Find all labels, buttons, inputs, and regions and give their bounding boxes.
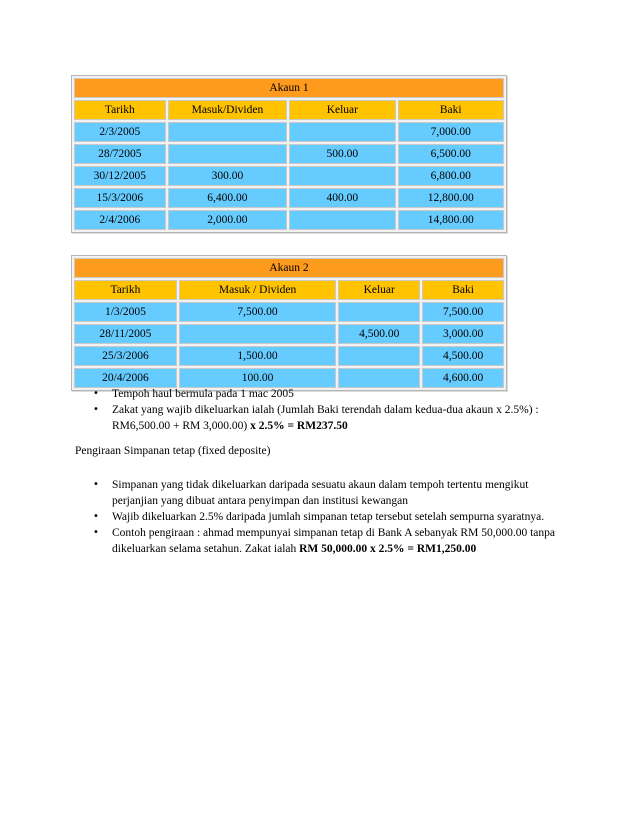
- table-cell: 4,500.00: [422, 346, 504, 366]
- table-cell: [168, 144, 288, 164]
- zakat-bullet-list: [75, 386, 555, 434]
- table-cell: 6,400.00: [168, 188, 288, 208]
- akaun-1-table: [71, 75, 507, 233]
- table-cell: 15/3/2006: [74, 188, 166, 208]
- table-cell: [179, 324, 337, 344]
- table-row: [74, 346, 504, 366]
- table-cell: [338, 302, 420, 322]
- table-cell: 400.00: [289, 188, 395, 208]
- table-cell: 1,500.00: [179, 346, 337, 366]
- table-row: [74, 324, 504, 344]
- table-cell: [289, 210, 395, 230]
- table-row: [74, 188, 504, 208]
- table-cell: 300.00: [168, 166, 288, 186]
- column-header: Masuk/Dividen: [168, 100, 288, 120]
- table-cell: 4,600.00: [422, 368, 504, 388]
- table-cell: 2,000.00: [168, 210, 288, 230]
- column-header: Baki: [422, 280, 504, 300]
- table-cell: [168, 122, 288, 142]
- table-cell: 500.00: [289, 144, 395, 164]
- list-item: • Zakat yang wajib dikeluarkan ialah (Jumlah Baki terendah dalam kedua-dua akaun x 2.5%) : RM6,500.00 + RM 3,000.00) x 2.5% = RM237.50: [75, 402, 555, 434]
- table-row: [74, 122, 504, 142]
- table-row: [74, 166, 504, 186]
- table-cell: 12,800.00: [398, 188, 504, 208]
- table-cell: 28/11/2005: [74, 324, 177, 344]
- column-header: Keluar: [338, 280, 420, 300]
- column-header: Keluar: [289, 100, 395, 120]
- table-cell: 6,800.00: [398, 166, 504, 186]
- table-cell: 1/3/2005: [74, 302, 177, 322]
- table-row: [74, 144, 504, 164]
- table-cell: 6,500.00: [398, 144, 504, 164]
- column-header: Baki: [398, 100, 504, 120]
- section-heading: Pengiraan Simpanan tetap (fixed deposite): [75, 445, 271, 457]
- table-cell: 7,500.00: [422, 302, 504, 322]
- table-cell: [289, 122, 395, 142]
- table-cell: 3,000.00: [422, 324, 504, 344]
- list-item: • Wajib dikeluarkan 2.5% daripada jumlah simpanan tetap tersebut setelah sempurna syaratnya.: [75, 509, 555, 525]
- akaun-2-table: [71, 255, 507, 391]
- table-cell: 30/12/2005: [74, 166, 166, 186]
- table-cell: [289, 166, 395, 186]
- table-cell: [338, 346, 420, 366]
- table-row: [74, 210, 504, 230]
- table-cell: 100.00: [179, 368, 337, 388]
- simpanan-bullet-list: [75, 477, 555, 557]
- table-cell: 2/4/2006: [74, 210, 166, 230]
- table-cell: 20/4/2006: [74, 368, 177, 388]
- table-cell: [338, 368, 420, 388]
- table-cell: 7,500.00: [179, 302, 337, 322]
- table-cell: 4,500.00: [338, 324, 420, 344]
- table-cell: 2/3/2005: [74, 122, 166, 142]
- table-row: [74, 302, 504, 322]
- column-header: Masuk / Dividen: [179, 280, 337, 300]
- column-header: Tarikh: [74, 280, 177, 300]
- list-item: • Contoh pengiraan : ahmad mempunyai simpanan tetap di Bank A sebanyak RM 50,000.00 tanpa dikeluarkan selama setahun. Zakat ialah RM 50,000.00 x 2.5% = RM1,250.00: [75, 525, 555, 557]
- table-cell: 25/3/2006: [74, 346, 177, 366]
- list-item: • Tempoh haul bermula pada 1 mac 2005: [75, 386, 555, 402]
- table-cell: 14,800.00: [398, 210, 504, 230]
- column-header: Tarikh: [74, 100, 166, 120]
- table-row: [74, 368, 504, 388]
- list-item: • Simpanan yang tidak dikeluarkan daripada sesuatu akaun dalam tempoh tertentu mengikut perjanjian yang dibuat antara penyimpan dan institusi kewangan: [75, 477, 555, 509]
- table-cell: 7,000.00: [398, 122, 504, 142]
- table-title: Akaun 1: [74, 78, 504, 98]
- table-cell: 28/72005: [74, 144, 166, 164]
- table-title: Akaun 2: [74, 258, 504, 278]
